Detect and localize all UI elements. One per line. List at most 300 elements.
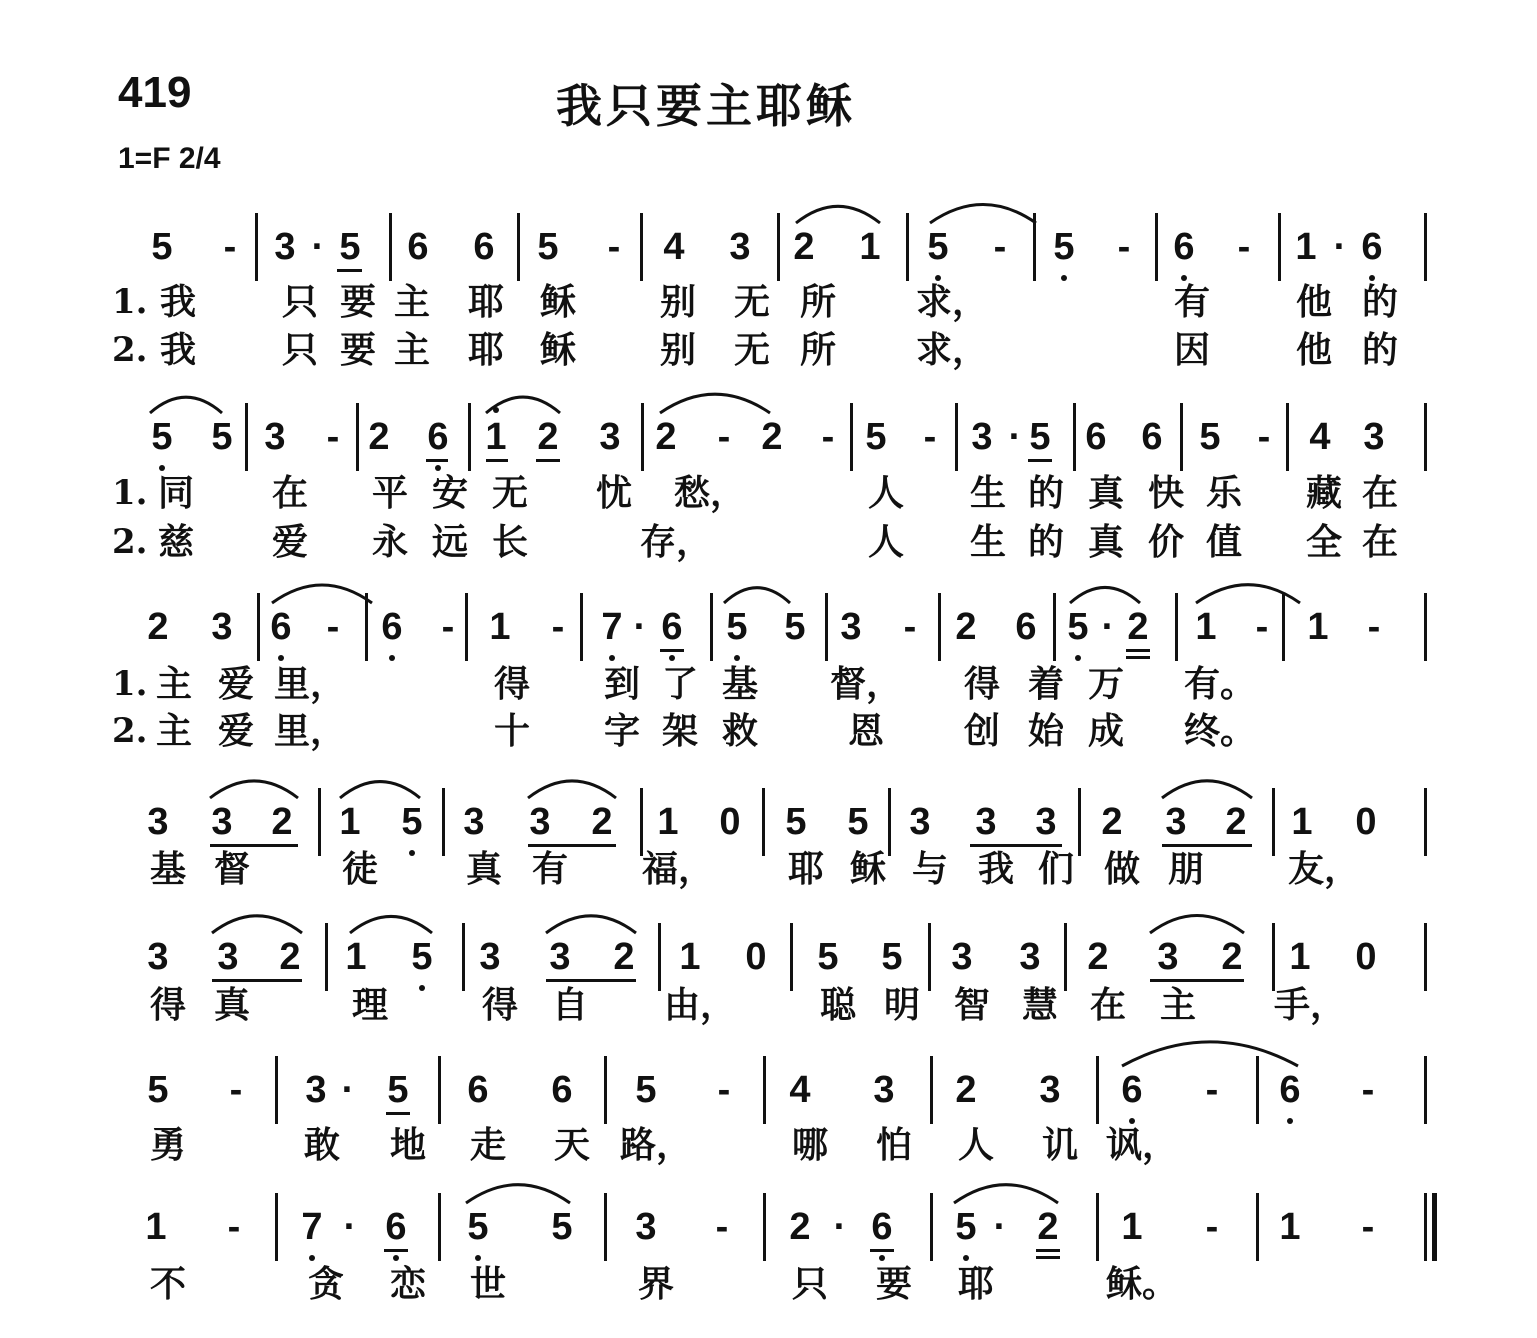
dash-mark: - bbox=[1367, 606, 1381, 648]
slur bbox=[1150, 915, 1244, 933]
lyric-syllable: 无 bbox=[733, 329, 771, 371]
note: 6 bbox=[467, 1069, 489, 1111]
barline bbox=[640, 213, 643, 281]
slur bbox=[954, 1185, 1058, 1203]
low-octave-dot bbox=[609, 655, 615, 661]
slur bbox=[546, 916, 636, 933]
barline bbox=[365, 593, 368, 661]
note: 2 bbox=[955, 606, 977, 648]
note: 1 bbox=[679, 936, 701, 978]
lyric-syllable: 地 bbox=[389, 1124, 427, 1166]
underline bbox=[660, 649, 684, 652]
low-octave-dot bbox=[475, 1255, 481, 1261]
verse-number: 2. bbox=[112, 330, 148, 370]
note: 5 bbox=[1029, 416, 1051, 458]
note: 4 bbox=[1309, 416, 1331, 458]
lyric-syllable: 天 bbox=[553, 1124, 591, 1166]
barline bbox=[1424, 923, 1427, 991]
lyric-syllable: 成 bbox=[1087, 710, 1125, 752]
note: 5 bbox=[151, 416, 173, 458]
barline bbox=[640, 788, 643, 856]
low-octave-dot bbox=[734, 655, 740, 661]
underline bbox=[1162, 844, 1252, 847]
hymn-title: 我只要主耶稣 bbox=[556, 79, 856, 133]
lyric-syllable: 人 bbox=[957, 1124, 995, 1166]
note: 3 bbox=[147, 936, 169, 978]
lyric-syllable: 因 bbox=[1173, 329, 1211, 371]
high-octave-dot bbox=[493, 407, 499, 413]
lyric-syllable: 创 bbox=[963, 710, 1001, 752]
dash-mark: - bbox=[551, 606, 565, 648]
note: 1 bbox=[1279, 1206, 1301, 1248]
lyric-syllable: 别 bbox=[659, 281, 697, 323]
lyric-syllable: 十 bbox=[493, 710, 531, 752]
lyric-syllable: 贪 bbox=[307, 1263, 345, 1305]
barline bbox=[710, 593, 713, 661]
note: 3 bbox=[264, 416, 286, 458]
lyric-syllable: 远 bbox=[431, 521, 469, 563]
lyric-syllable: 长 bbox=[491, 521, 529, 563]
note: 5 bbox=[537, 226, 559, 268]
lyric-syllable: 们 bbox=[1037, 848, 1075, 890]
underline bbox=[1036, 1249, 1060, 1252]
lyric-syllable: 怕 bbox=[875, 1124, 913, 1166]
underline bbox=[384, 1249, 408, 1252]
dash-mark: - bbox=[821, 416, 835, 458]
note: 5 bbox=[151, 226, 173, 268]
barline bbox=[1064, 923, 1067, 991]
dot-mark: · bbox=[341, 1069, 355, 1111]
lyric-syllable: 与 bbox=[911, 848, 949, 890]
lyric-syllable: 忧 bbox=[595, 472, 633, 514]
lyric-syllable: 主 bbox=[155, 710, 193, 752]
barline bbox=[938, 593, 941, 661]
slur bbox=[1122, 1042, 1298, 1066]
key-signature: 1=F 2/4 bbox=[118, 142, 221, 175]
lyric-syllable: 真 bbox=[213, 984, 251, 1026]
verse-number: 2. bbox=[112, 522, 148, 562]
barline bbox=[604, 1193, 607, 1261]
lyric-syllable: 主 bbox=[155, 663, 193, 705]
lyric-syllable: 督， bbox=[829, 663, 903, 705]
lyric-syllable: 只 bbox=[281, 281, 319, 323]
note: 2 bbox=[655, 416, 677, 458]
dash-mark: - bbox=[1237, 226, 1251, 268]
lyric-syllable: 爱 bbox=[271, 521, 309, 563]
dot-mark: · bbox=[1333, 226, 1347, 268]
lyric-syllable: 主 bbox=[393, 329, 431, 371]
lyric-syllable: 求， bbox=[915, 329, 989, 371]
note: 6 bbox=[427, 416, 449, 458]
note: 5 bbox=[785, 801, 807, 843]
dash-mark: - bbox=[326, 606, 340, 648]
note: 1 bbox=[339, 801, 361, 843]
lyric-syllable: 始 bbox=[1027, 710, 1065, 752]
note: 6 bbox=[871, 1206, 893, 1248]
lyric-syllable: 讽， bbox=[1105, 1124, 1179, 1166]
lyric-syllable: 聪 bbox=[819, 984, 857, 1026]
note: 2 bbox=[1225, 801, 1247, 843]
barline bbox=[641, 403, 644, 471]
note: 5 bbox=[1053, 226, 1075, 268]
note: 3 bbox=[1363, 416, 1385, 458]
lyric-syllable: 我 bbox=[159, 329, 197, 371]
note: 6 bbox=[381, 606, 403, 648]
note: 5 bbox=[339, 226, 361, 268]
note: 3 bbox=[211, 801, 233, 843]
note: 3 bbox=[529, 801, 551, 843]
lyric-syllable: 价 bbox=[1147, 521, 1185, 563]
barline bbox=[1073, 403, 1076, 471]
note: 3 bbox=[1039, 1069, 1061, 1111]
slur bbox=[272, 585, 372, 603]
note: 2 bbox=[368, 416, 390, 458]
barline bbox=[1256, 1056, 1259, 1124]
barline bbox=[462, 923, 465, 991]
barline bbox=[389, 213, 392, 281]
note: 0 bbox=[745, 936, 767, 978]
lyric-syllable: 真 bbox=[1087, 521, 1125, 563]
note: 5 bbox=[147, 1069, 169, 1111]
note: 2 bbox=[147, 606, 169, 648]
note: 2 bbox=[1221, 936, 1243, 978]
note: 3 bbox=[211, 606, 233, 648]
note: 1 bbox=[1121, 1206, 1143, 1248]
note: 5 bbox=[387, 1069, 409, 1111]
low-octave-dot bbox=[409, 850, 415, 856]
barline bbox=[762, 788, 765, 856]
lyric-syllable: 基 bbox=[721, 663, 759, 705]
lyric-syllable: 勇 bbox=[149, 1124, 187, 1166]
barline bbox=[1424, 1193, 1427, 1261]
lyric-syllable: 在 bbox=[1361, 521, 1399, 563]
barline bbox=[777, 213, 780, 281]
barline bbox=[275, 1193, 278, 1261]
note: 5 bbox=[955, 1206, 977, 1248]
note: 3 bbox=[147, 801, 169, 843]
lyric-syllable: 我 bbox=[977, 848, 1015, 890]
note: 2 bbox=[955, 1069, 977, 1111]
underline bbox=[426, 459, 448, 462]
note: 2 bbox=[1101, 801, 1123, 843]
lyric-syllable: 快 bbox=[1147, 472, 1185, 514]
note: 5 bbox=[411, 936, 433, 978]
barline bbox=[517, 213, 520, 281]
lyric-syllable: 了 bbox=[661, 663, 699, 705]
barline bbox=[356, 403, 359, 471]
low-octave-dot bbox=[278, 655, 284, 661]
barline bbox=[928, 923, 931, 991]
note: 3 bbox=[274, 226, 296, 268]
low-octave-dot bbox=[963, 1255, 969, 1261]
note: 6 bbox=[1121, 1069, 1143, 1111]
low-octave-dot bbox=[1287, 1118, 1293, 1124]
dash-mark: - bbox=[441, 606, 455, 648]
dash-mark: - bbox=[1117, 226, 1131, 268]
lyric-syllable: 得 bbox=[493, 663, 531, 705]
note: 3 bbox=[909, 801, 931, 843]
note: 5 bbox=[726, 606, 748, 648]
note: 2 bbox=[1087, 936, 1109, 978]
lyric-syllable: 里， bbox=[273, 710, 347, 752]
note: 2 bbox=[1127, 606, 1149, 648]
dash-mark: - bbox=[993, 226, 1007, 268]
barline bbox=[1424, 788, 1427, 856]
barline bbox=[658, 923, 661, 991]
barline bbox=[325, 923, 328, 991]
low-octave-dot bbox=[435, 465, 441, 471]
note: 3 bbox=[463, 801, 485, 843]
lyric-syllable: 福， bbox=[641, 848, 715, 890]
lyric-syllable: 安 bbox=[431, 472, 469, 514]
lyric-syllable: 得 bbox=[963, 663, 1001, 705]
lyric-syllable: 人 bbox=[867, 521, 905, 563]
lyric-syllable: 的 bbox=[1361, 329, 1399, 371]
dot-mark: · bbox=[633, 606, 647, 648]
underline bbox=[1126, 649, 1150, 652]
lyric-syllable: 得 bbox=[149, 984, 187, 1026]
note: 1 bbox=[1307, 606, 1329, 648]
lyric-syllable: 藏 bbox=[1305, 472, 1343, 514]
lyric-syllable: 着 bbox=[1027, 663, 1065, 705]
lyric-syllable: 求， bbox=[915, 281, 989, 323]
verse-number: 1. bbox=[112, 473, 148, 513]
note: 2 bbox=[793, 226, 815, 268]
lyric-syllable: 恩 bbox=[847, 710, 885, 752]
barline bbox=[255, 213, 258, 281]
underline bbox=[528, 844, 616, 847]
dot-mark: · bbox=[1101, 606, 1115, 648]
barline bbox=[1078, 788, 1081, 856]
barline bbox=[763, 1056, 766, 1124]
lyric-syllable: 全 bbox=[1305, 521, 1343, 563]
lyric-syllable: 无 bbox=[491, 472, 529, 514]
dash-mark: - bbox=[1257, 416, 1271, 458]
barline bbox=[1282, 593, 1285, 661]
note: 2 bbox=[613, 936, 635, 978]
low-octave-dot bbox=[1061, 275, 1067, 281]
lyric-syllable: 救 bbox=[721, 710, 759, 752]
dot-mark: · bbox=[343, 1206, 357, 1248]
note: 5 bbox=[865, 416, 887, 458]
note: 4 bbox=[789, 1069, 811, 1111]
barline bbox=[1424, 1056, 1427, 1124]
barline bbox=[1096, 1193, 1099, 1261]
slur bbox=[466, 1185, 570, 1203]
lyric-syllable: 耶 bbox=[787, 848, 825, 890]
barline bbox=[1424, 593, 1427, 661]
note: 3 bbox=[975, 801, 997, 843]
lyric-syllable: 做 bbox=[1103, 848, 1141, 890]
barline bbox=[318, 788, 321, 856]
underline bbox=[536, 459, 560, 462]
lyric-syllable: 万 bbox=[1087, 663, 1125, 705]
slur bbox=[1070, 587, 1140, 603]
dash-mark: - bbox=[715, 1206, 729, 1248]
note: 5 bbox=[635, 1069, 657, 1111]
lyric-syllable: 得 bbox=[481, 984, 519, 1026]
note: 7 bbox=[301, 1206, 323, 1248]
barline bbox=[906, 213, 909, 281]
slur bbox=[212, 916, 302, 933]
low-octave-dot bbox=[419, 985, 425, 991]
lyric-syllable: 智 bbox=[953, 984, 991, 1026]
verse-number: 1. bbox=[112, 282, 148, 322]
lyric-syllable: 有 bbox=[531, 848, 569, 890]
underline bbox=[1150, 979, 1244, 982]
barline bbox=[257, 593, 260, 661]
note: 6 bbox=[473, 226, 495, 268]
barline bbox=[1175, 593, 1178, 661]
lyric-syllable: 我 bbox=[159, 281, 197, 323]
barline bbox=[1424, 213, 1427, 281]
lyric-syllable: 路， bbox=[619, 1124, 693, 1166]
note: 1 bbox=[859, 226, 881, 268]
slur bbox=[150, 397, 222, 413]
note: 5 bbox=[1067, 606, 1089, 648]
lyric-syllable: 耶 bbox=[467, 281, 505, 323]
note: 0 bbox=[1355, 936, 1377, 978]
barline bbox=[888, 788, 891, 856]
lyric-syllable: 稣。 bbox=[1105, 1263, 1179, 1305]
lyric-syllable: 要 bbox=[339, 281, 377, 323]
lyric-syllable: 真 bbox=[465, 848, 503, 890]
slur bbox=[350, 916, 432, 933]
dash-mark: - bbox=[1361, 1069, 1375, 1111]
barline bbox=[850, 403, 853, 471]
underline bbox=[546, 979, 636, 982]
lyric-syllable: 他 bbox=[1295, 329, 1333, 371]
note: 3 bbox=[951, 936, 973, 978]
lyric-syllable: 稣 bbox=[849, 848, 887, 890]
barline bbox=[468, 403, 471, 471]
lyric-syllable: 的 bbox=[1361, 281, 1399, 323]
barline bbox=[825, 593, 828, 661]
dot-mark: · bbox=[1008, 416, 1022, 458]
barline bbox=[275, 1056, 278, 1124]
barline bbox=[790, 923, 793, 991]
dash-mark: - bbox=[326, 416, 340, 458]
lyric-syllable: 理 bbox=[351, 984, 389, 1026]
lyric-syllable: 乐 bbox=[1205, 472, 1243, 514]
lyric-syllable: 真 bbox=[1087, 472, 1125, 514]
note: 6 bbox=[1015, 606, 1037, 648]
lyric-syllable: 只 bbox=[791, 1263, 829, 1305]
note: 5 bbox=[1199, 416, 1221, 458]
lyric-syllable: 存， bbox=[639, 521, 713, 563]
dot-mark: · bbox=[993, 1206, 1007, 1248]
note: 6 bbox=[1173, 226, 1195, 268]
lyric-syllable: 由， bbox=[663, 984, 737, 1026]
dash-mark: - bbox=[717, 1069, 731, 1111]
dash-mark: - bbox=[923, 416, 937, 458]
low-octave-dot bbox=[393, 1255, 399, 1261]
barline bbox=[1180, 403, 1183, 471]
note: 2 bbox=[537, 416, 559, 458]
barline bbox=[1272, 788, 1275, 856]
lyric-syllable: 恋 bbox=[389, 1263, 427, 1305]
lyric-syllable: 他 bbox=[1295, 281, 1333, 323]
lyric-syllable: 敢 bbox=[303, 1124, 341, 1166]
slur bbox=[210, 781, 298, 798]
lyric-syllable: 爱 bbox=[217, 663, 255, 705]
lyric-syllable: 架 bbox=[661, 710, 699, 752]
hymn-number: 419 bbox=[118, 68, 192, 117]
lyric-syllable: 基 bbox=[149, 848, 187, 890]
lyric-syllable: 不 bbox=[149, 1263, 187, 1305]
note: 6 bbox=[1085, 416, 1107, 458]
lyric-syllable: 永 bbox=[371, 521, 409, 563]
note: 2 bbox=[789, 1206, 811, 1248]
note: 2 bbox=[271, 801, 293, 843]
note: 1 bbox=[485, 416, 507, 458]
lyric-syllable: 要 bbox=[875, 1263, 913, 1305]
note: 1 bbox=[657, 801, 679, 843]
slur bbox=[1162, 781, 1252, 798]
lyric-syllable: 慧 bbox=[1021, 984, 1059, 1026]
note: 2 bbox=[1037, 1206, 1059, 1248]
note: 3 bbox=[1165, 801, 1187, 843]
barline bbox=[438, 1193, 441, 1261]
dash-mark: - bbox=[227, 1206, 241, 1248]
lyric-syllable: 无 bbox=[733, 281, 771, 323]
lyric-syllable: 愁， bbox=[673, 472, 747, 514]
note: 4 bbox=[663, 226, 685, 268]
barline bbox=[1256, 1193, 1259, 1261]
note: 3 bbox=[305, 1069, 327, 1111]
note: 0 bbox=[719, 801, 741, 843]
note: 5 bbox=[881, 936, 903, 978]
low-octave-dot bbox=[389, 655, 395, 661]
lyric-syllable: 只 bbox=[281, 329, 319, 371]
dash-mark: - bbox=[223, 226, 237, 268]
note: 5 bbox=[467, 1206, 489, 1248]
note: 6 bbox=[270, 606, 292, 648]
note: 7 bbox=[601, 606, 623, 648]
lyric-syllable: 别 bbox=[659, 329, 697, 371]
lyric-syllable: 界 bbox=[637, 1263, 675, 1305]
dot-mark: · bbox=[311, 226, 325, 268]
note: 1 bbox=[1289, 936, 1311, 978]
low-octave-dot bbox=[669, 655, 675, 661]
note: 6 bbox=[1279, 1069, 1301, 1111]
note: 0 bbox=[1355, 801, 1377, 843]
note: 1 bbox=[489, 606, 511, 648]
lyric-syllable: 主 bbox=[1159, 984, 1197, 1026]
dash-mark: - bbox=[1361, 1206, 1375, 1248]
lyric-syllable: 生 bbox=[969, 521, 1007, 563]
slur bbox=[724, 588, 790, 603]
note: 3 bbox=[1157, 936, 1179, 978]
slur bbox=[796, 206, 880, 223]
final-barline bbox=[1432, 1193, 1437, 1261]
note: 1 bbox=[345, 936, 367, 978]
note: 3 bbox=[840, 606, 862, 648]
dash-mark: - bbox=[229, 1069, 243, 1111]
lyric-syllable: 终。 bbox=[1183, 710, 1257, 752]
lyric-syllable: 世 bbox=[469, 1263, 507, 1305]
note: 5 bbox=[784, 606, 806, 648]
barline bbox=[930, 1056, 933, 1124]
note: 5 bbox=[401, 801, 423, 843]
underline bbox=[1028, 459, 1052, 462]
note: 5 bbox=[211, 416, 233, 458]
slur bbox=[340, 782, 420, 798]
lyric-syllable: 值 bbox=[1205, 521, 1243, 563]
note: 2 bbox=[591, 801, 613, 843]
slur bbox=[528, 781, 616, 798]
dash-mark: - bbox=[607, 226, 621, 268]
